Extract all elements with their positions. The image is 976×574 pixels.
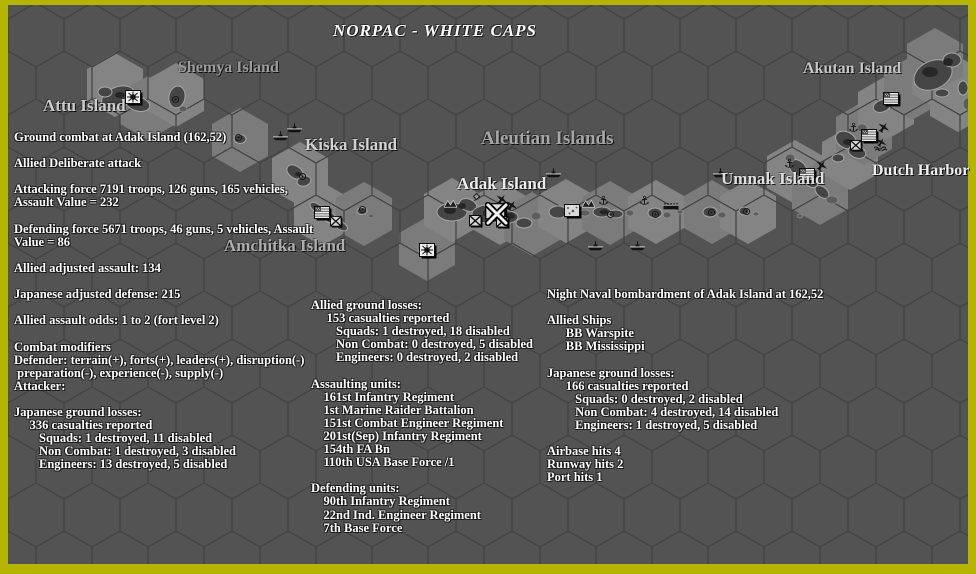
report-line: 22nd Ind. Engineer Regiment — [311, 507, 481, 522]
report-line: Japanese ground losses: — [547, 365, 675, 380]
report-line: Japanese ground losses: — [14, 404, 142, 419]
report-line: Airbase hits 4 — [547, 444, 621, 459]
report-line: preparation(-), experience(-), supply(-) — [14, 365, 224, 380]
report-line: Defender: terrain(+), forts(+), leaders(+), disruption(-) — [14, 352, 305, 367]
report-line: Engineers: 0 destroyed, 2 disabled — [311, 350, 519, 365]
island-label: Aleutian Islands — [481, 128, 614, 149]
island-label: Akutan Island — [803, 60, 902, 77]
island-label: Attu Island — [43, 96, 126, 115]
report-line: 110th USA Base Force /1 — [311, 455, 455, 470]
report-line: Non Combat: 0 destroyed, 5 disabled — [311, 337, 534, 352]
report-line: Squads: 1 destroyed, 11 disabled — [14, 431, 213, 446]
anchor-icon — [639, 194, 650, 208]
report-line: Attacker: — [14, 378, 66, 393]
report-line: Allied assault odds: 1 to 2 (fort level 2) — [14, 313, 219, 328]
report-line: 151st Combat Engineer Regiment — [311, 415, 504, 430]
us-unit-counter-icon[interactable] — [862, 130, 879, 144]
us-unit-counter-icon[interactable] — [315, 207, 332, 221]
report-line: Allied Ships — [547, 313, 612, 328]
report-line: Allied ground losses: — [311, 298, 422, 312]
report-line: Engineers: 1 destroyed, 5 disabled — [547, 417, 758, 432]
report-line: Combat modifiers — [14, 339, 111, 354]
report-line: Night Naval bombardment of Adak Island at 162,52 — [547, 287, 824, 301]
report-line: Runway hits 2 — [547, 457, 624, 472]
report-line: Engineers: 13 destroyed, 5 disabled — [14, 457, 228, 472]
report-line: Non Combat: 1 destroyed, 3 disabled — [14, 444, 237, 459]
japanese-unit-counter-icon[interactable] — [420, 244, 437, 259]
report-line: BB Mississippi — [547, 339, 645, 354]
report-line: Japanese adjusted defense: 215 — [14, 287, 181, 302]
report-line: Non Combat: 4 destroyed, 14 disabled — [547, 404, 779, 419]
infantry-box-icon[interactable] — [851, 140, 863, 151]
report-line: Allied adjusted assault: 134 — [14, 260, 161, 275]
report-line: Squads: 1 destroyed, 18 disabled — [311, 324, 510, 339]
us-unit-counter-icon[interactable] — [800, 169, 817, 183]
report-line: 1st Marine Raider Battalion — [311, 402, 474, 417]
report-line: 90th Infantry Regiment — [311, 494, 450, 509]
us-unit-counter-icon[interactable] — [884, 93, 901, 107]
anchor-icon — [848, 121, 859, 135]
report-line: 153 casualties reported — [311, 311, 450, 326]
island-label: Adak Island — [457, 174, 547, 193]
report-line: Defending units: — [311, 481, 400, 496]
report-line: Port hits 1 — [547, 470, 603, 485]
report-line: 7th Base Force — [311, 520, 403, 535]
scenario-title: NORPAC - WHITE CAPS — [333, 21, 537, 40]
japanese-unit-counter-icon[interactable] — [126, 91, 143, 106]
report-line: 201st(Sep) Infantry Regiment — [311, 428, 482, 443]
report-line: Allied Deliberate attack — [14, 156, 142, 171]
hex-grid — [8, 5, 968, 564]
infantry-box-icon[interactable] — [331, 216, 343, 227]
anchor-icon — [598, 194, 609, 208]
report-line: Assault Value = 232 — [14, 195, 119, 210]
report-line: BB Warspite — [547, 326, 634, 341]
infantry-box-icon[interactable] — [470, 216, 483, 228]
island-label: Umnak Island — [721, 169, 825, 188]
anchor-icon — [784, 157, 795, 171]
report-line: 154th FA Bn — [311, 442, 390, 457]
report-line: Value = 86 — [14, 234, 70, 249]
report-line: 161st Infantry Regiment — [311, 389, 455, 404]
island-label: Amchitka Island — [224, 236, 346, 255]
island-label: Dutch Harbor — [872, 162, 970, 179]
report-line: 336 casualties reported — [14, 418, 153, 433]
report-line: Defending force 5671 troops, 46 guns, 5 vehicles, Assault — [14, 221, 314, 236]
report-line: Attacking force 7191 troops, 126 guns, 165 vehicles, — [14, 182, 288, 197]
report-line: Squads: 0 destroyed, 2 disabled — [547, 391, 743, 406]
report-line: Ground combat at Adak Island (162,52) — [14, 130, 227, 144]
report-line: Assaulting units: — [311, 376, 401, 391]
island-label: Shemya Island — [178, 59, 279, 76]
unit-counter-icon[interactable] — [565, 205, 582, 219]
report-line: 166 casualties reported — [547, 378, 689, 393]
island-label: Kiska Island — [305, 135, 398, 154]
